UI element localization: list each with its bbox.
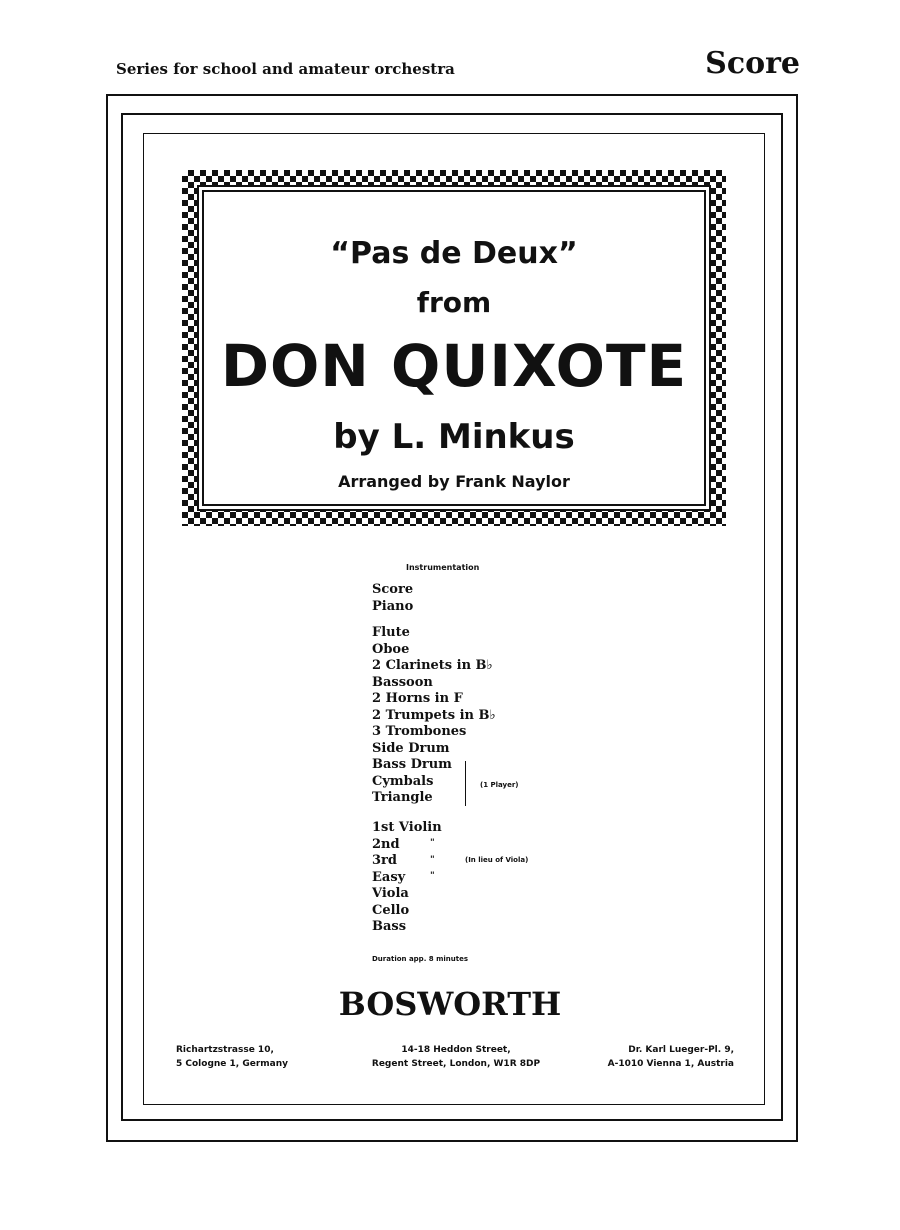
address-center [346, 1043, 566, 1071]
instrument-item: Bassoon [372, 674, 433, 690]
score-label: Score [705, 46, 800, 81]
ditto-mark: " [430, 855, 435, 865]
instrument-item: Side Drum [372, 740, 450, 756]
instrument-item: 2 Horns in F [372, 691, 463, 706]
instrument-item: Triangle [372, 790, 433, 805]
instrument-item: Viola [372, 886, 409, 901]
address-line: Dr. Karl Lueger-Pl. 9, [628, 1045, 734, 1055]
title-box [182, 170, 726, 526]
subtitle-pas-de-deux: “Pas de Deux” [330, 236, 578, 271]
address-line: A-1010 Vienna 1, Austria [607, 1059, 734, 1069]
title-box-inner [202, 190, 706, 506]
instrument-item: 1st Violin [372, 820, 442, 835]
instrument-item: 3 Trombones [372, 724, 467, 739]
address-line: Regent Street, London, W1R 8DP [371, 1059, 541, 1069]
instrument-item: Cymbals [372, 773, 434, 789]
percussion-note: (1 Player) [480, 781, 519, 789]
instrument-item: Oboe [372, 641, 410, 657]
ditto-mark: " [430, 838, 435, 848]
duration: Duration app. 8 minutes [372, 955, 469, 963]
instrument-item: Flute [372, 625, 410, 640]
main-title: DON QUIXOTE [220, 332, 688, 400]
instrument-list-2 [372, 625, 672, 807]
percussion-brace [465, 761, 472, 806]
series-text: Series for school and amateur orchestra [116, 60, 455, 78]
address-line: 14-18 Heddon Street, [401, 1045, 511, 1055]
address-line: 5 Cologne 1, Germany [176, 1059, 289, 1069]
instrument-list-1 [372, 582, 672, 615]
instrument-item: Score [372, 582, 414, 597]
instrument-item: 2 Clarinets in B♭ [372, 658, 493, 673]
publisher-name: BOSWORTH [338, 985, 562, 1023]
instrument-item: Bass Drum [372, 757, 452, 772]
arranger: Arranged by Frank Naylor [338, 472, 570, 491]
instrument-item: 2nd [372, 836, 400, 852]
address-line: Richartzstrasse 10, [176, 1045, 274, 1055]
instrument-item: Bass [372, 919, 407, 934]
ditto-mark: " [430, 871, 435, 881]
instrument-item: Easy [372, 869, 406, 885]
instrument-item: 2 Trumpets in B♭ [372, 707, 496, 723]
instrument-item: Cello [372, 902, 410, 918]
instrument-item: 3rd [372, 853, 397, 868]
subtitle-from: from [416, 286, 492, 319]
instrument-item: Piano [372, 598, 414, 614]
address-right [580, 1043, 734, 1071]
composer: by L. Minkus [333, 417, 575, 457]
instrumentation-heading: Instrumentation [406, 563, 480, 572]
instrument-list-3 [372, 820, 672, 936]
address-left [176, 1043, 288, 1071]
violin-note: (In lieu of Viola) [465, 856, 529, 864]
